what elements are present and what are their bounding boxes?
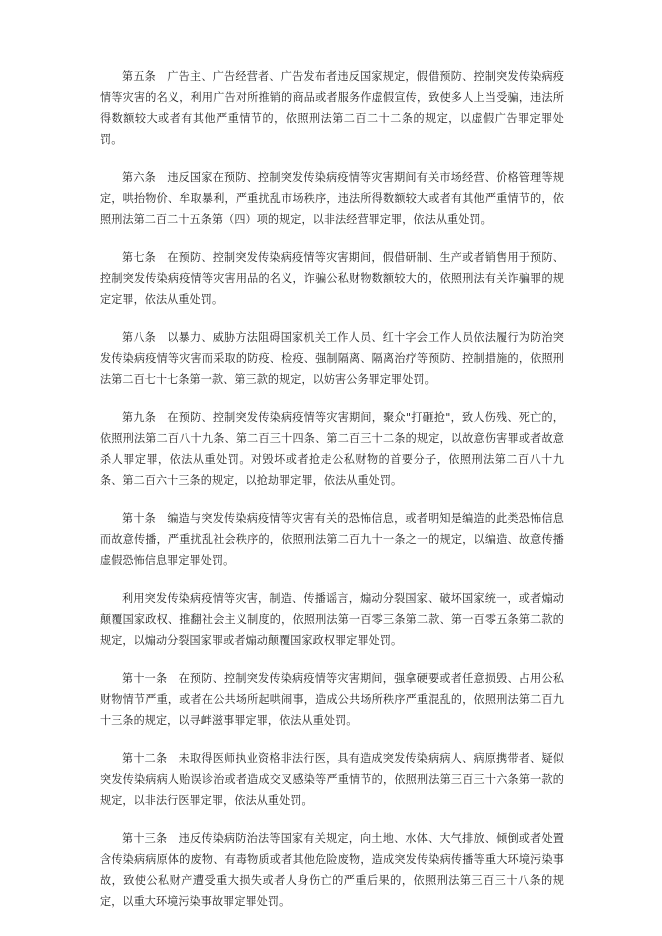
article-10-paragraph: 第十条 编造与突发传染病疫情等灾害有关的恐怖信息，或者明知是编造的此类恐怖信息而故意传播，严重扰乱社会秩序的，依照刑法第二百九十一条之一的规定，以编造、故意传播虚假恐怖信息罪定罪处罚。 — [100, 512, 564, 567]
article-11-paragraph: 第十一条 在预防、控制突发传染病疫情等灾害期间，强拿硬要或者任意损毁、占用公私财物情节严重，或者在公共场所起哄闹事，造成公共场所秩序严重混乱的，依照刑法第二百九十三条的规定，以寻衅滋事罪定罪，依法从重处罚。 — [100, 672, 564, 727]
article-6-paragraph: 第六条 违反国家在预防、控制突发传染病疫情等灾害期间有关市场经营、价格管理等规定，哄抬物价、牟取暴利，严重扰乱市场秩序，违法所得数额较大或者有其他严重情节的，依照刑法第二百二十五条第（四）项的规定，以非法经营罪定罪，依法从重处罚。 — [100, 171, 564, 226]
article-12-paragraph: 第十二条 未取得医师执业资格非法行医，具有造成突发传染病病人、病原携带者、疑似突发传染病病人贻误诊治或者造成交叉感染等严重情节的，依照刑法第三百三十六条第一款的规定，以非法行医罪定罪，依法从重处罚。 — [100, 752, 564, 807]
document-page — [100, 66, 564, 929]
article-5-paragraph: 第五条 广告主、广告经营者、广告发布者违反国家规定，假借预防、控制突发传染病疫情等灾害的名义，利用广告对所推销的商品或者服务作虚假宣传，致使多人上当受骗，违法所得数额较大或者有其他严重情节的，依照刑法第二百二十二条的规定，以虚假广告罪定罪处罚。 — [100, 70, 564, 146]
article-9-paragraph: 第九条 在预防、控制突发传染病疫情等灾害期间，聚众"打砸抢"，致人伤残、死亡的，依照刑法第二百八十九条、第二百三十四条、第二百三十二条的规定，以故意伤害罪或者故意杀人罪定罪，依法从重处罚。对毁坏或者抢走公私财物的首要分子，依照刑法第二百八十九条、第二百六十三条的规定，以抢劫罪定罪，依法从重处罚。 — [100, 411, 564, 487]
article-8-paragraph: 第八条 以暴力、威胁方法阻碍国家机关工作人员、红十字会工作人员依法履行为防治突发传染病疫情等灾害而采取的防疫、检疫、强制隔离、隔离治疗等预防、控制措施的，依照刑法第二百七十七条第一款、第三款的规定，以妨害公务罪定罪处罚。 — [100, 331, 564, 386]
article-10-second-paragraph: 利用突发传染病疫情等灾害，制造、传播谣言，煽动分裂国家、破坏国家统一，或者煽动颠覆国家政权、推翻社会主义制度的，依照刑法第一百零三条第二款、第一百零五条第二款的规定，以煽动分裂国家罪或者煽动颠覆国家政权罪定罪处罚。 — [100, 592, 564, 647]
article-13-paragraph: 第十三条 违反传染病防治法等国家有关规定，向土地、水体、大气排放、倾倒或者处置含传染病病原体的废物、有毒物质或者其他危险废物，造成突发传染病传播等重大环境污染事故，致使公私财产遭受重大损失或者人身伤亡的严重后果的，依照刑法第三百三十八条的规定，以重大环境污染事故罪定罪处罚。 — [100, 832, 564, 908]
article-7-paragraph: 第七条 在预防、控制突发传染病疫情等灾害期间，假借研制、生产或者销售用于预防、控制突发传染病疫情等灾害用品的名义，诈骗公私财物数额较大的，依照刑法有关诈骗罪的规定定罪，依法从重处罚。 — [100, 251, 564, 306]
